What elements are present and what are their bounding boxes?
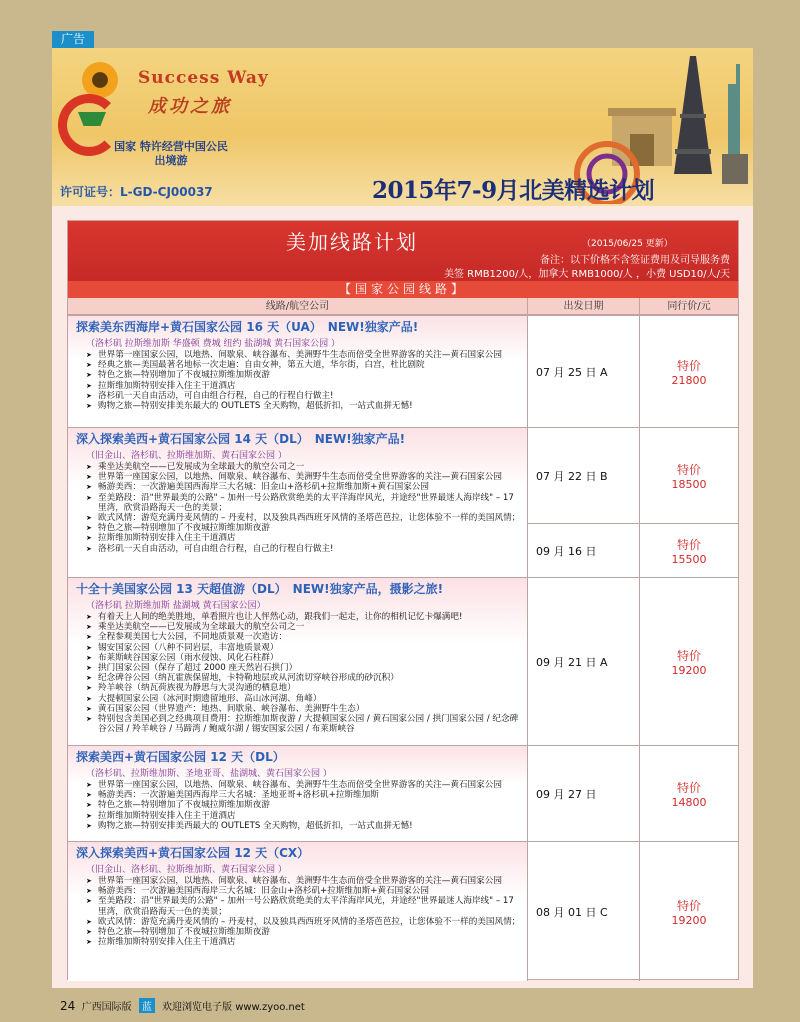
route-highlight [68, 401, 527, 411]
price-value: 15500 [671, 552, 707, 566]
route-highlight-text: 锡安国家公园（八种不同岩层，丰富地质景观） [98, 642, 279, 653]
route-highlight [68, 780, 527, 790]
route-highlight [68, 663, 527, 673]
visa-fee-note: 美签 RMB1200/人，加拿大 RMB1000/人 ，小费 USD10/人/天 [443, 269, 730, 280]
license-statement: 国家 特许经营中国公民 出境游 [114, 140, 228, 167]
route-highlight [68, 643, 527, 653]
arrow-bullet-icon: ➤ [86, 361, 92, 370]
arrow-bullet-icon: ➤ [86, 643, 92, 652]
route-highlight-text: 欧式风情：游览充满丹麦风情的 – 丹麦村，以及独具西西班牙风情的圣塔芭芭拉，让您体验不一样的美国风情； [98, 513, 521, 524]
price-value: 21800 [671, 373, 707, 387]
route-highlight-text: 拉斯维加斯特别安排入住主干道酒店 [98, 937, 236, 948]
arrow-bullet-icon: ➤ [86, 684, 92, 693]
route-highlight [68, 632, 527, 642]
route-highlight [68, 714, 527, 734]
price-cell [640, 523, 738, 577]
price-cell [640, 427, 738, 523]
route-title: 探索美东西海岸+黄石国家公园 16 天（UA） NEW!独家产品! [76, 320, 419, 334]
arrow-bullet-icon: ➤ [86, 483, 92, 492]
price-cell [640, 577, 738, 745]
route-highlight [68, 653, 527, 663]
route-highlight [68, 821, 527, 831]
route-highlight-text: 世界第一座国家公园，以地热、间歇泉、峡谷瀑布、美洲野牛生态而倍受全世界游客的关注—黄石国家公园 [98, 780, 502, 790]
footer-website: 欢迎浏览电子版 www.zyoo.net [162, 1002, 305, 1013]
arrow-bullet-icon: ➤ [86, 653, 92, 662]
arrow-bullet-icon: ➤ [86, 371, 92, 380]
route-highlight [68, 790, 527, 800]
arrow-bullet-icon: ➤ [86, 928, 92, 937]
brand-name-cn: 成功之旅 [148, 96, 232, 117]
route-highlight [68, 350, 527, 360]
price-cell [640, 745, 738, 841]
update-date: （2015/06/25 更新） [582, 239, 673, 249]
route-highlight [68, 694, 527, 704]
price-value: 18500 [671, 477, 707, 491]
route-highlight [68, 544, 527, 554]
arrow-bullet-icon: ➤ [86, 917, 92, 926]
route-highlight-text: 购物之旅—特别安排美西最大的 OUTLETS 全天购物，超低折扣，一站式血拼无憾! [98, 820, 413, 831]
header-banner [52, 48, 753, 206]
arrow-bullet-icon: ➤ [86, 674, 92, 683]
route-block [68, 841, 528, 981]
ad-page [52, 48, 753, 988]
route-block [68, 745, 528, 841]
route-highlight-text: 世界第一座国家公园，以地热、间歇泉、峡谷瀑布、美洲野牛生态而倍受全世界游客的关注—黄石国家公园 [98, 472, 502, 483]
route-block [68, 315, 528, 427]
route-cities: （旧金山、洛杉矶、拉斯维加斯、黄石国家公园 ） [86, 865, 287, 875]
route-title: 探索美西+黄石国家公园 12 天（DL） [76, 750, 285, 764]
route-highlight [68, 370, 527, 380]
route-highlight-text: 拉斯维加斯特别安排入住主干道酒店 [98, 533, 236, 544]
route-highlight-text: 洛杉矶一天自由活动，可自由组合行程，自己的行程自行做主! [98, 543, 334, 554]
arrow-bullet-icon: ➤ [86, 664, 92, 673]
arrow-bullet-icon: ➤ [86, 938, 92, 947]
route-highlight-text: 纪念碑谷公园（纳瓦霍族保留地，卡特勒地层或从河流切穿峡谷形成的砂沉积） [98, 673, 399, 684]
route-highlight-text: 特别包含美国必到之经典项目费用：拉斯维加斯夜游 / 大提顿国家公园 / 黄石国家公园 / 拱门国家公园 / 纪念碑谷公园 / 羚羊峡谷 / 马蹄湾 / 鲍威尔湖 / 锡安国家公园 / 布莱斯峡谷 [98, 714, 519, 735]
arrow-bullet-icon: ➤ [86, 493, 92, 502]
section-heading: 【国家公园线路】 [68, 281, 738, 298]
arrow-bullet-icon: ➤ [86, 715, 92, 724]
arrow-bullet-icon: ➤ [86, 821, 92, 830]
price-value: 19200 [671, 663, 707, 677]
route-highlight [68, 683, 527, 693]
route-highlight-text: 黄石国家公园（世界遗产：地热、间歇泉、峡谷瀑布、美洲野牛生态） [98, 703, 365, 714]
departure-date: 09 月 27 日 [528, 745, 640, 841]
special-price-label: 特价 [676, 358, 701, 373]
route-title: 深入探索美西+黄石国家公园 12 天（CX） [76, 846, 310, 860]
route-highlight [68, 886, 527, 896]
arrow-bullet-icon: ➤ [86, 524, 92, 533]
special-price-label: 特价 [676, 537, 701, 552]
route-highlight-text: 特色之旅—特别增加了不夜城拉斯维加斯夜游 [98, 370, 270, 381]
table-title-bar [68, 221, 738, 281]
arrow-bullet-icon: ➤ [86, 613, 92, 621]
route-highlight [68, 800, 527, 810]
route-highlight [68, 612, 527, 622]
special-price-label: 特价 [676, 780, 701, 795]
publication-name: 广西国际版 [81, 1002, 132, 1013]
route-title: 十全十美国家公园 13 天超值游（DL） NEW!独家产品，摄影之旅! [76, 582, 444, 596]
route-block [68, 427, 528, 577]
route-highlight [68, 704, 527, 714]
arrow-bullet-icon: ➤ [86, 897, 92, 906]
route-highlight [68, 360, 527, 370]
route-highlight-text: 世界第一座国家公园，以地热、间歇泉、峡谷瀑布、美洲野牛生态而倍受全世界游客的关注—黄石国家公园 [98, 350, 502, 360]
route-highlight [68, 513, 527, 523]
special-price-label: 特价 [676, 648, 701, 663]
route-highlight-text: 布莱斯峡谷国家公园（雨水侵蚀、风化石柱群） [98, 652, 279, 663]
column-header-price: 同行价/元 [640, 298, 738, 315]
route-highlight [68, 482, 527, 492]
route-highlight [68, 811, 527, 821]
arrow-bullet-icon: ➤ [86, 534, 92, 543]
permit-number: 许可证号：L-GD-CJ00037 [60, 185, 213, 199]
special-price-label: 特价 [676, 898, 701, 913]
route-highlight [68, 533, 527, 543]
route-highlight-text: 畅游美西：一次游遍美国西海岸三大名城：旧金山+洛杉矶+拉斯维加斯+黄石国家公园 [98, 482, 429, 493]
price-note: 备注：以下价格不含签证费用及司导服务费 [540, 255, 730, 266]
arrow-bullet-icon: ➤ [86, 463, 92, 471]
route-highlight [68, 523, 527, 533]
arrow-bullet-icon: ➤ [86, 623, 92, 632]
route-highlight [68, 472, 527, 482]
sunflower-icon [82, 62, 118, 98]
eiffel-tower-icon [674, 56, 712, 174]
arrow-bullet-icon: ➤ [86, 791, 92, 800]
route-highlight [68, 876, 527, 886]
table-title: 美加线路计划 [286, 230, 418, 254]
route-cities: （旧金山、洛杉矶、拉斯维加斯、黄石国家公园 ） [86, 451, 287, 461]
route-highlight-text: 有着天上人间的绝美胜地，单看照片也让人怦然心动，跟我们一起走，让你的相机记忆卡爆满吧! [98, 612, 463, 622]
route-highlight-text: 拉斯维加斯特别安排入住主干道酒店 [98, 380, 236, 391]
arrow-bullet-icon: ➤ [86, 514, 92, 523]
route-highlight-text: 至美路段：沿"世界最美的公路" – 加州一号公路欣赏绝美的太平洋海岸风光，并途经"世界最迷人海岸线" – 17 里湾，欣赏沿路海天一色的美景； [98, 896, 514, 917]
arrow-bullet-icon: ➤ [86, 887, 92, 896]
route-highlight-text: 至美路段：沿"世界最美的公路" – 加州一号公路欣赏绝美的太平洋海岸风光，并途经"世界最迷人海岸线" – 17 里湾，欣赏沿路海天一色的美景； [98, 492, 514, 513]
page-footer [60, 998, 305, 1013]
statue-of-liberty-icon [722, 64, 748, 184]
route-highlight-text: 特色之旅—特别增加了不夜城拉斯维加斯夜游 [98, 523, 270, 534]
route-highlight-text: 购物之旅—特别安排美东最大的 OUTLETS 全天购物，超低折扣，一站式血拼无憾! [98, 401, 413, 412]
route-highlight [68, 927, 527, 937]
route-highlight [68, 622, 527, 632]
price-cell [640, 315, 738, 427]
arrow-bullet-icon: ➤ [86, 801, 92, 810]
ad-label: 广告 [52, 31, 94, 48]
route-highlight-text: 世界第一座国家公园，以地热、间歇泉、峡谷瀑布、美洲野牛生态而倍受全世界游客的关注—黄石国家公园 [98, 876, 502, 886]
departure-date: 09 月 21 日 A [528, 577, 640, 745]
route-highlight [68, 381, 527, 391]
route-highlight-text: 拉斯维加斯特别安排入住主干道酒店 [98, 810, 236, 821]
route-highlight [68, 673, 527, 683]
route-highlight [68, 462, 527, 472]
route-highlight [68, 917, 527, 927]
arrow-bullet-icon: ➤ [86, 877, 92, 885]
arrow-bullet-icon: ➤ [86, 694, 92, 703]
route-highlight [68, 896, 527, 916]
price-value: 19200 [671, 913, 707, 927]
route-cities: （洛杉矶 拉斯维加斯 华盛顿 费城 纽约 盐湖城 黄石国家公园 ） [86, 339, 341, 349]
route-cities: （洛杉矶、拉斯维加斯、圣地亚哥、盐湖城、黄石国家公园 ） [86, 769, 332, 779]
route-highlight-text: 全程参观美国七大公园，不同地质景观一次造访： [98, 632, 288, 643]
route-highlight-text: 羚羊峡谷（纳瓦荷族视为静思与大灵沟通的栖息地） [98, 683, 296, 694]
special-price-label: 特价 [676, 462, 701, 477]
departure-date: 07 月 22 日 B [528, 427, 640, 523]
price-cell [640, 841, 738, 981]
route-highlight-text: 欧式风情：游览充满丹麦风情的 – 丹麦村，以及独具西西班牙风情的圣塔芭芭拉，让您体验不一样的美国风情； [98, 916, 521, 927]
route-highlight [68, 391, 527, 401]
arrow-bullet-icon: ➤ [86, 402, 92, 411]
arrow-bullet-icon: ➤ [86, 781, 92, 789]
route-highlight-text: 特色之旅—特别增加了不夜城拉斯维加斯夜游 [98, 800, 270, 811]
route-title: 深入探索美西+黄石国家公园 14 天（DL） NEW!独家产品! [76, 432, 406, 446]
route-highlight-text: 特色之旅—特别增加了不夜城拉斯维加斯夜游 [98, 927, 270, 938]
arrow-bullet-icon: ➤ [86, 811, 92, 820]
route-highlight-text: 乘坐达美航空——已发展成为全球最大的航空公司之一 [98, 462, 305, 472]
price-value: 14800 [671, 795, 707, 809]
departure-date: 07 月 25 日 A [528, 315, 640, 427]
route-table [67, 220, 739, 980]
route-highlight-text: 经典之旅—美国最著名地标一次走遍：自由女神，第五大道，华尔街，白宫，杜比剧院 [98, 360, 425, 371]
route-highlight-text: 乘坐达美航空——已发展成为全球最大的航空公司之一 [98, 622, 305, 633]
arrow-bullet-icon: ➤ [86, 473, 92, 482]
column-header-date: 出发日期 [528, 298, 640, 315]
route-highlight-text: 畅游美西：一次游遍美国西海岸三大名城：圣地亚哥+洛杉矶+拉斯维加斯 [98, 790, 379, 801]
arrow-bullet-icon: ➤ [86, 381, 92, 390]
route-highlight [68, 937, 527, 947]
brand-name-en: Success Way [138, 68, 269, 88]
route-highlight [68, 493, 527, 513]
route-highlight-text: 洛杉矶一天自由活动，可自由组合行程，自己的行程自行做主! [98, 390, 334, 401]
page-number: 24 [60, 999, 76, 1013]
column-header-route: 线路/航空公司 [68, 298, 528, 315]
route-cities: （洛杉矶 拉斯维加斯 盐湖城 黄石国家公园） [86, 601, 266, 611]
campaign-headline: 2015年7-9月北美精选计划 [372, 177, 655, 204]
route-block [68, 577, 528, 745]
arrow-bullet-icon: ➤ [86, 633, 92, 642]
arrow-bullet-icon: ➤ [86, 704, 92, 713]
route-highlight-text: 拱门国家公园（保存了超过 2000 座天然岩石拱门） [98, 663, 298, 674]
arrow-bullet-icon: ➤ [86, 544, 92, 553]
arrow-bullet-icon: ➤ [86, 351, 92, 359]
arrow-bullet-icon: ➤ [86, 391, 92, 400]
route-highlight-text: 大提顿国家公园（冰河时期遗留地形、高山冰河湖、角峰） [98, 693, 322, 704]
route-highlight-text: 畅游美西：一次游遍美国西海岸三大名城：旧金山+洛杉矶+拉斯维加斯+黄石国家公园 [98, 886, 429, 897]
departure-date: 09 月 16 日 [528, 523, 640, 577]
departure-date: 08 月 01 日 C [528, 841, 640, 981]
publisher-badge: 蓝 [139, 998, 155, 1013]
